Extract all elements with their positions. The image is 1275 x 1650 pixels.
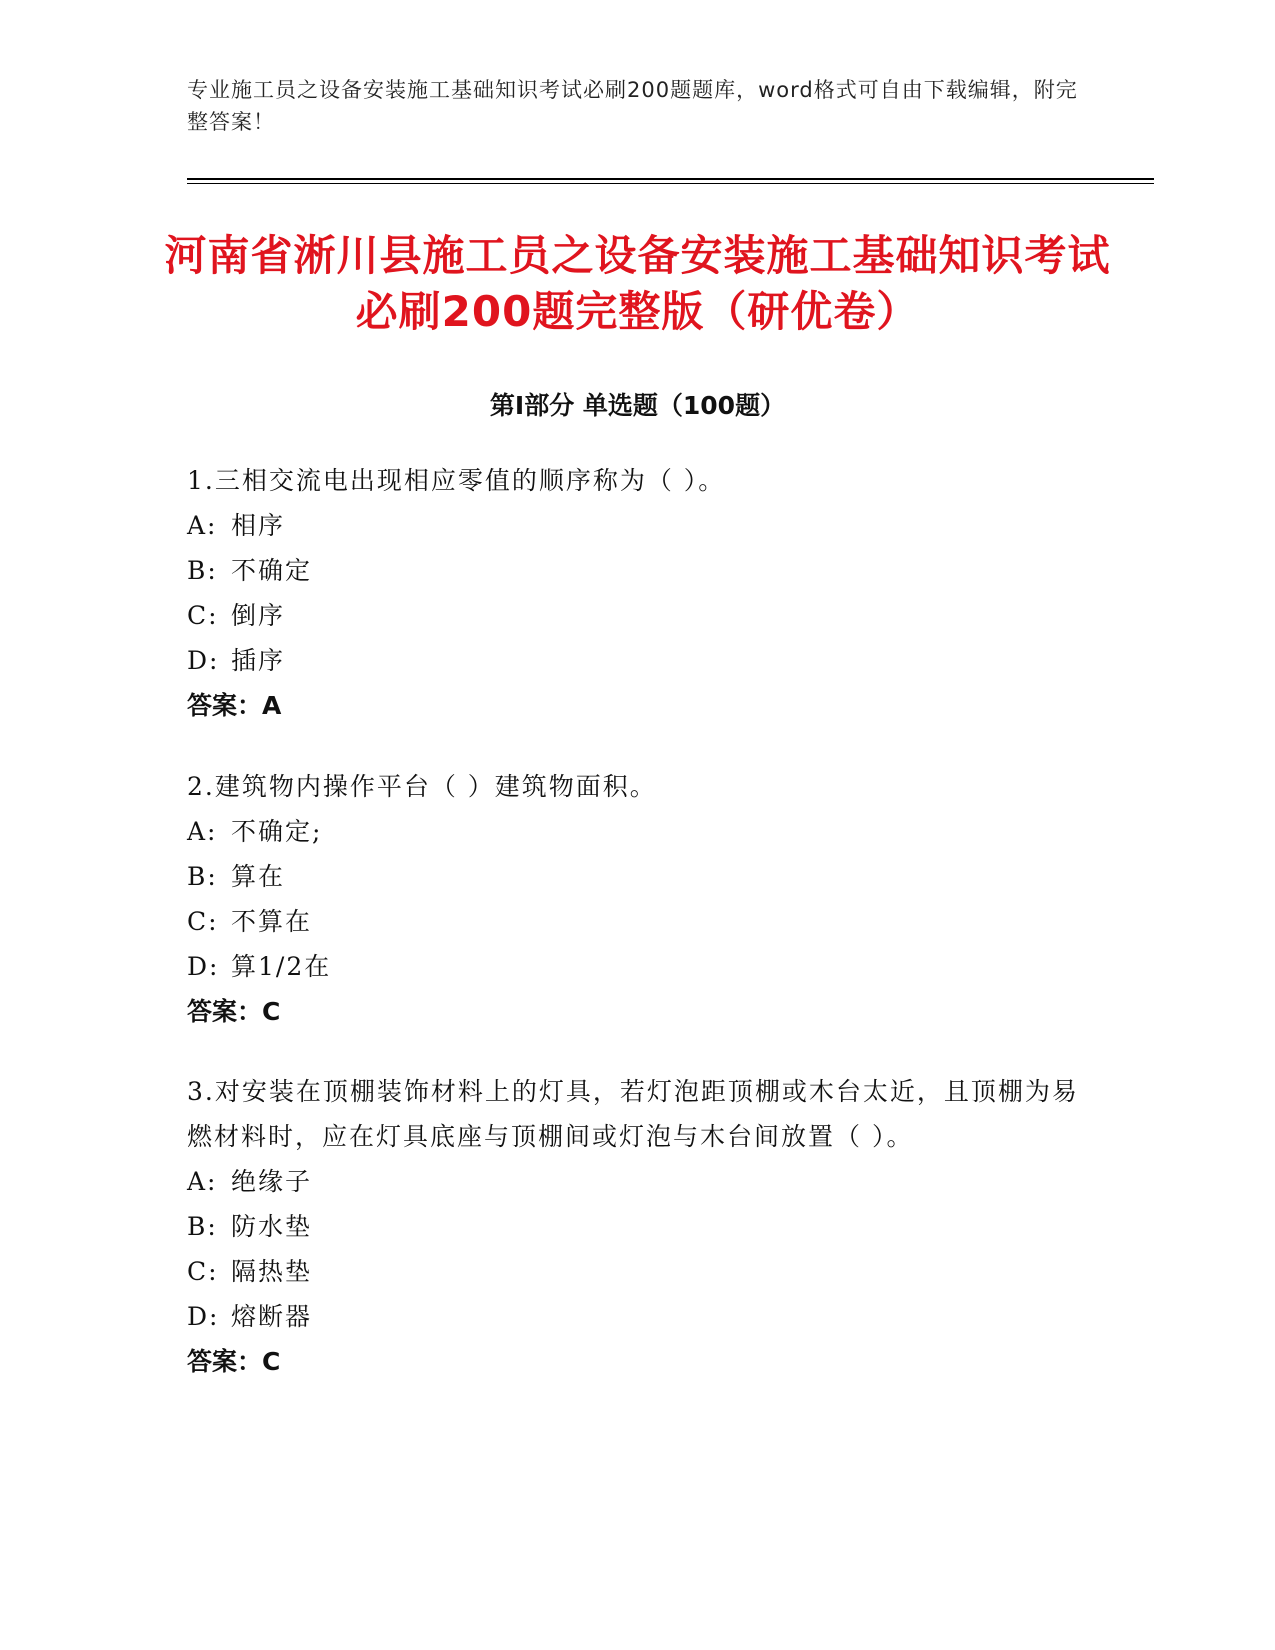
option-text: 插序 [231, 646, 286, 675]
question-block [187, 458, 1087, 728]
option-label: C: [187, 907, 219, 936]
header-rule-thin [187, 183, 1154, 184]
question-stem: 2.建筑物内操作平台（ ）建筑物面积。 [187, 772, 657, 801]
answer: 答案：C [187, 997, 281, 1026]
option-label: A: [187, 817, 218, 846]
answer: 答案：A [187, 691, 282, 720]
question-block [187, 1069, 1087, 1384]
option-label: A: [187, 1167, 218, 1196]
option-c [187, 593, 1087, 638]
document-title: 河南省淅川县施工员之设备安装施工基础知识考试必刷200题完整版（研优卷） [164, 231, 1111, 336]
option-text: 不算在 [231, 907, 313, 936]
question-block [187, 764, 1087, 1034]
question-stem: 1.三相交流电出现相应零值的顺序称为（ ）。 [187, 466, 726, 495]
option-label: D: [187, 1302, 220, 1331]
option-text: 相序 [231, 511, 286, 540]
option-a [187, 1159, 1087, 1204]
option-a [187, 809, 1087, 854]
option-label: C: [187, 1257, 219, 1286]
option-b [187, 854, 1087, 899]
option-c [187, 899, 1087, 944]
option-text: 熔断器 [231, 1302, 313, 1331]
option-text: 算1/2在 [231, 952, 332, 981]
option-label: B: [187, 862, 218, 891]
option-label: A: [187, 511, 218, 540]
option-text: 算在 [231, 862, 286, 891]
option-label: B: [187, 556, 218, 585]
header-rule [187, 178, 1154, 180]
header-note: 专业施工员之设备安装施工基础知识考试必刷200题题库，word格式可自由下载编辑，附完整答案！ [187, 78, 1078, 134]
option-b [187, 1204, 1087, 1249]
option-text: 防水垫 [231, 1212, 313, 1241]
option-d [187, 944, 1087, 989]
option-d [187, 1294, 1087, 1339]
option-text: 绝缘子 [231, 1167, 313, 1196]
option-label: B: [187, 1212, 218, 1241]
option-text: 不确定 [231, 556, 313, 585]
option-a [187, 503, 1087, 548]
option-c [187, 1249, 1087, 1294]
option-text: 不确定; [231, 817, 323, 846]
option-b [187, 548, 1087, 593]
option-d [187, 638, 1087, 683]
answer: 答案：C [187, 1347, 281, 1376]
option-label: C: [187, 601, 219, 630]
option-label: D: [187, 646, 220, 675]
section-heading: 第Ⅰ部分 单选题（100题） [489, 391, 786, 420]
option-text: 倒序 [231, 601, 286, 630]
option-label: D: [187, 952, 220, 981]
option-text: 隔热垫 [231, 1257, 313, 1286]
question-stem: 3.对安装在顶棚装饰材料上的灯具，若灯泡距顶棚或木台太近，且顶棚为易燃材料时，应在灯具底座与顶棚间或灯泡与木台间放置（ ）。 [187, 1077, 1079, 1151]
